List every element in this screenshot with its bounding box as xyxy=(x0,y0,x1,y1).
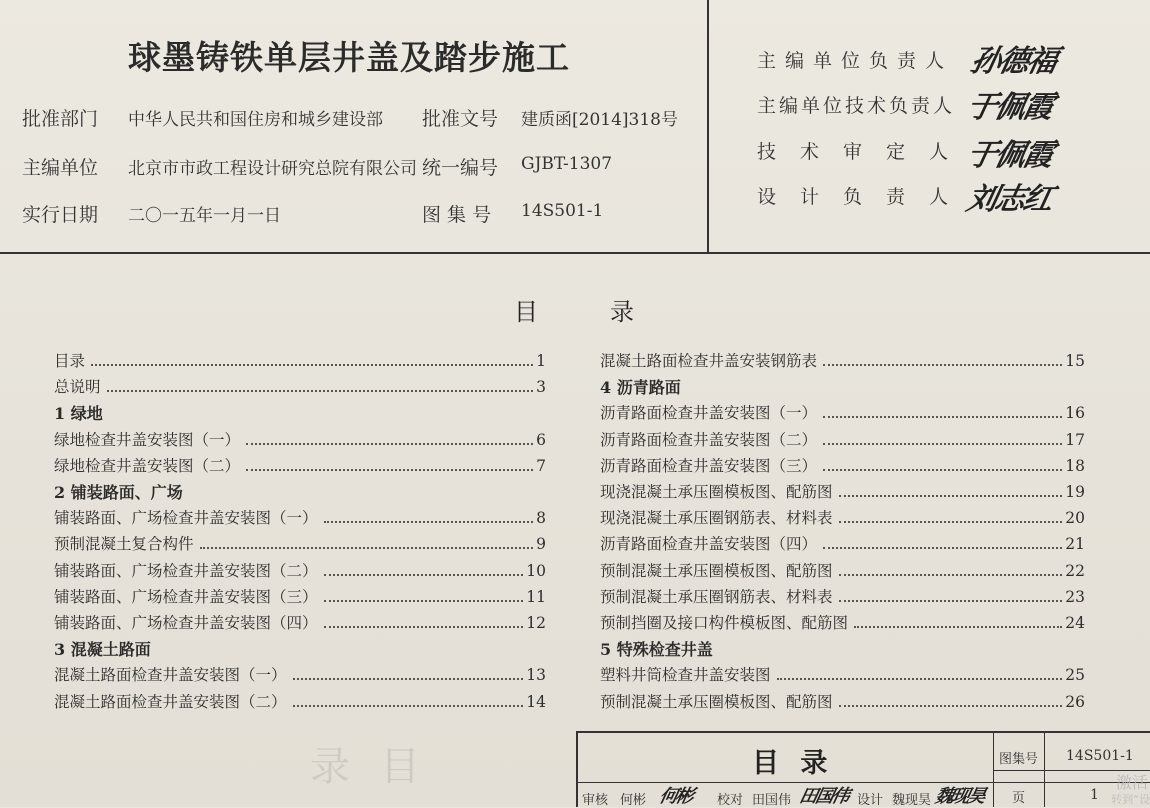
toc-entry-title: 总说明 xyxy=(54,378,101,397)
reviewer-name: 何彬 xyxy=(620,793,647,808)
toc-entry-page: 14 xyxy=(526,692,546,711)
toc-entry-title: 塑料井筒检查井盖安装图 xyxy=(600,666,771,685)
toc-entry[interactable] xyxy=(54,663,546,685)
approval-no: 建质函[2014]318号 xyxy=(521,110,678,130)
handwritten-signature: 刘志红 xyxy=(963,182,1055,217)
signature-role: 设计负责人 xyxy=(757,186,973,208)
toc-entry[interactable] xyxy=(600,663,1085,685)
toc-entry[interactable] xyxy=(600,480,1085,502)
toc-entry-page: 21 xyxy=(1065,535,1085,554)
title-block-sep xyxy=(1044,731,1045,807)
toc-leader-dots xyxy=(324,574,524,576)
toc-entry[interactable] xyxy=(600,506,1085,528)
toc-entry-title: 沥青路面检查井盖安装图（四） xyxy=(600,535,818,554)
toc-entry[interactable] xyxy=(54,349,546,371)
toc-entry[interactable] xyxy=(600,401,1085,423)
designer-name: 魏现昊 xyxy=(892,793,932,808)
handwritten-signature: 于佩霞 xyxy=(963,90,1055,125)
toc-entry-page: 6 xyxy=(536,430,546,449)
toc-entry-title: 现浇混凝土承压圈钢筋表、材料表 xyxy=(600,509,833,528)
toc-entry-page: 19 xyxy=(1065,483,1085,501)
toc-leader-dots xyxy=(324,626,524,628)
signature-role: 技术审定人 xyxy=(757,141,973,163)
toc-entry-page: 11 xyxy=(526,587,546,606)
toc-leader-dots xyxy=(200,547,534,549)
atlas-no: 14S501-1 xyxy=(521,201,604,221)
signature-role: 主编单位负责人 xyxy=(757,50,954,72)
handwritten-signature: 魏现昊 xyxy=(933,786,986,807)
toc-leader-dots xyxy=(823,364,1062,366)
toc-entry[interactable] xyxy=(54,585,546,607)
toc-entry[interactable] xyxy=(600,532,1085,554)
effective-date: 二〇一五年一月一日 xyxy=(128,206,281,226)
check-label: 校对 xyxy=(717,793,744,808)
atlas-no-label: 图 集 号 xyxy=(422,204,492,226)
bleed-through-text: 录 xyxy=(310,744,350,790)
toc-entry-page: 13 xyxy=(526,666,546,685)
handwritten-signature: 田国伟 xyxy=(797,786,850,807)
toc-entry[interactable] xyxy=(600,454,1085,476)
toc-entry[interactable] xyxy=(600,585,1085,607)
toc-leader-dots xyxy=(324,521,534,523)
toc-leader-dots xyxy=(839,705,1063,707)
watermark-activate: 激活 xyxy=(1115,773,1148,792)
toc-entry-page: 7 xyxy=(536,456,546,475)
title-block-left xyxy=(576,731,578,807)
signature-role: 主编单位技术负责人 xyxy=(757,95,956,117)
page-label: 页 xyxy=(1012,791,1026,806)
toc-leader-dots xyxy=(823,469,1062,471)
toc-entry-title: 预制混凝土复合构件 xyxy=(54,535,194,554)
toc-entry-title: 预制混凝土承压圈钢筋表、材料表 xyxy=(600,587,833,606)
toc-leader-dots xyxy=(839,574,1063,576)
toc-entry-title: 现浇混凝土承压圈模板图、配筋图 xyxy=(600,483,833,501)
toc-leader-dots xyxy=(839,521,1063,523)
toc-entry[interactable] xyxy=(54,375,546,397)
header-bottom-rule xyxy=(0,252,1150,254)
toc-entry-page: 16 xyxy=(1065,404,1085,423)
toc-entry-title: 预制挡圈及接口构件模板图、配筋图 xyxy=(600,614,849,632)
toc-entry-title: 预制混凝土承压圈模板图、配筋图 xyxy=(600,561,833,580)
toc-entry-title: 混凝土路面检查井盖安装钢筋表 xyxy=(600,352,818,370)
toc-entry[interactable] xyxy=(54,690,546,712)
toc-leader-dots xyxy=(293,678,524,680)
toc-entry-page: 15 xyxy=(1065,352,1085,370)
toc-entry-title: 绿地检查井盖安装图（一） xyxy=(54,430,241,449)
title-block-top xyxy=(576,731,1150,733)
toc-leader-dots xyxy=(91,364,533,366)
handwritten-signature: 何彬 xyxy=(657,786,694,807)
unified-no-label: 统一编号 xyxy=(422,157,499,179)
toc-entry-page: 22 xyxy=(1065,561,1085,580)
bleed-through-text: 目 xyxy=(380,744,420,790)
toc-leader-dots xyxy=(246,443,533,445)
toc-entry-title: 混凝土路面检查井盖安装图（一） xyxy=(54,666,287,685)
toc-leader-dots xyxy=(839,495,1063,497)
toc-entry-page: 10 xyxy=(526,561,546,580)
toc-section-heading: 2 铺装路面、广场 xyxy=(54,483,183,502)
review-label: 审核 xyxy=(582,793,609,808)
toc-leader-dots xyxy=(823,416,1062,418)
atlas-number-label: 图集号 xyxy=(999,752,1039,767)
toc-entry[interactable] xyxy=(600,611,1085,633)
toc-entry-page: 24 xyxy=(1065,614,1085,632)
toc-section-heading: 5 特殊检查井盖 xyxy=(600,640,713,660)
toc-leader-dots xyxy=(324,600,524,602)
toc-entry-title: 沥青路面检查井盖安装图（一） xyxy=(600,404,818,423)
toc-entry-title: 目录 xyxy=(54,352,86,370)
page-number: 1 xyxy=(1090,787,1099,803)
toc-leader-dots xyxy=(246,469,533,471)
toc-entry-page: 8 xyxy=(536,509,546,528)
toc-entry-title: 铺装路面、广场检查井盖安装图（一） xyxy=(54,509,318,528)
toc-leader-dots xyxy=(777,678,1063,680)
toc-entry-title: 铺装路面、广场检查井盖安装图（三） xyxy=(54,587,318,606)
toc-entry[interactable] xyxy=(54,454,546,476)
toc-entry-page: 26 xyxy=(1065,692,1085,711)
toc-entry-page: 9 xyxy=(536,535,546,554)
toc-section-heading: 3 混凝土路面 xyxy=(54,640,151,660)
toc-entry-page: 20 xyxy=(1065,509,1085,528)
toc-entry[interactable] xyxy=(600,349,1085,371)
approval-no-label: 批准文号 xyxy=(422,108,499,130)
toc-leader-dots xyxy=(107,390,534,392)
toc-section-heading: 4 沥青路面 xyxy=(600,378,681,398)
unified-no: GJBT-1307 xyxy=(521,154,613,174)
handwritten-signature: 于佩霞 xyxy=(963,138,1055,173)
title-block-sep xyxy=(993,731,994,807)
header-divider xyxy=(707,0,709,253)
design-label: 设计 xyxy=(857,793,884,808)
toc-leader-dots xyxy=(293,705,524,707)
toc-entry-page: 18 xyxy=(1065,456,1085,475)
toc-entry-title: 混凝土路面检查井盖安装图（二） xyxy=(54,692,287,711)
approval-dept-label: 批准部门 xyxy=(22,108,99,130)
toc-entry-title: 铺装路面、广场检查井盖安装图（二） xyxy=(54,561,318,580)
date-label: 实行日期 xyxy=(22,204,99,226)
toc-title-right: 录 xyxy=(610,298,634,326)
toc-entry[interactable] xyxy=(600,559,1085,581)
toc-leader-dots xyxy=(854,626,1062,628)
checker-name: 田国伟 xyxy=(752,793,792,808)
toc-entry-title: 沥青路面检查井盖安装图（二） xyxy=(600,430,818,449)
toc-title-left: 目 xyxy=(514,298,538,326)
toc-entry-page: 25 xyxy=(1065,666,1085,685)
watermark-goto: 转到“设 xyxy=(1111,793,1150,806)
approval-dept: 中华人民共和国住房和城乡建设部 xyxy=(128,110,383,130)
toc-leader-dots xyxy=(823,547,1062,549)
toc-entry[interactable] xyxy=(54,532,546,554)
toc-entry[interactable] xyxy=(600,690,1085,712)
toc-leader-dots xyxy=(823,443,1062,445)
toc-entry-title: 沥青路面检查井盖安装图（三） xyxy=(600,456,818,475)
toc-entry-title: 绿地检查井盖安装图（二） xyxy=(54,456,241,475)
toc-entry[interactable] xyxy=(54,611,546,633)
editor-org: 北京市市政工程设计研究总院有限公司 xyxy=(128,159,417,179)
toc-entry-page: 1 xyxy=(536,352,546,370)
editor-label: 主编单位 xyxy=(22,157,99,179)
toc-leader-dots xyxy=(839,600,1063,602)
toc-entry-page: 12 xyxy=(526,614,546,632)
toc-entry-title: 铺装路面、广场检查井盖安装图（四） xyxy=(54,614,318,632)
toc-section-heading: 1 绿地 xyxy=(54,404,103,424)
toc-entry-title: 预制混凝土承压圈模板图、配筋图 xyxy=(600,692,833,711)
title-block-name: 目 录 xyxy=(752,748,834,779)
handwritten-signature: 孙德福 xyxy=(967,44,1059,79)
atlas-number: 14S501-1 xyxy=(1066,748,1134,764)
toc-entry[interactable] xyxy=(54,428,546,450)
toc-entry-page: 3 xyxy=(536,378,546,397)
toc-entry-page: 17 xyxy=(1065,430,1085,449)
toc-entry[interactable] xyxy=(54,559,546,581)
toc-entry-page: 23 xyxy=(1065,587,1085,606)
toc-entry[interactable] xyxy=(54,506,546,528)
toc-entry[interactable] xyxy=(600,428,1085,450)
atlas-title: 球墨铸铁单层井盖及踏步施工 xyxy=(128,38,570,77)
